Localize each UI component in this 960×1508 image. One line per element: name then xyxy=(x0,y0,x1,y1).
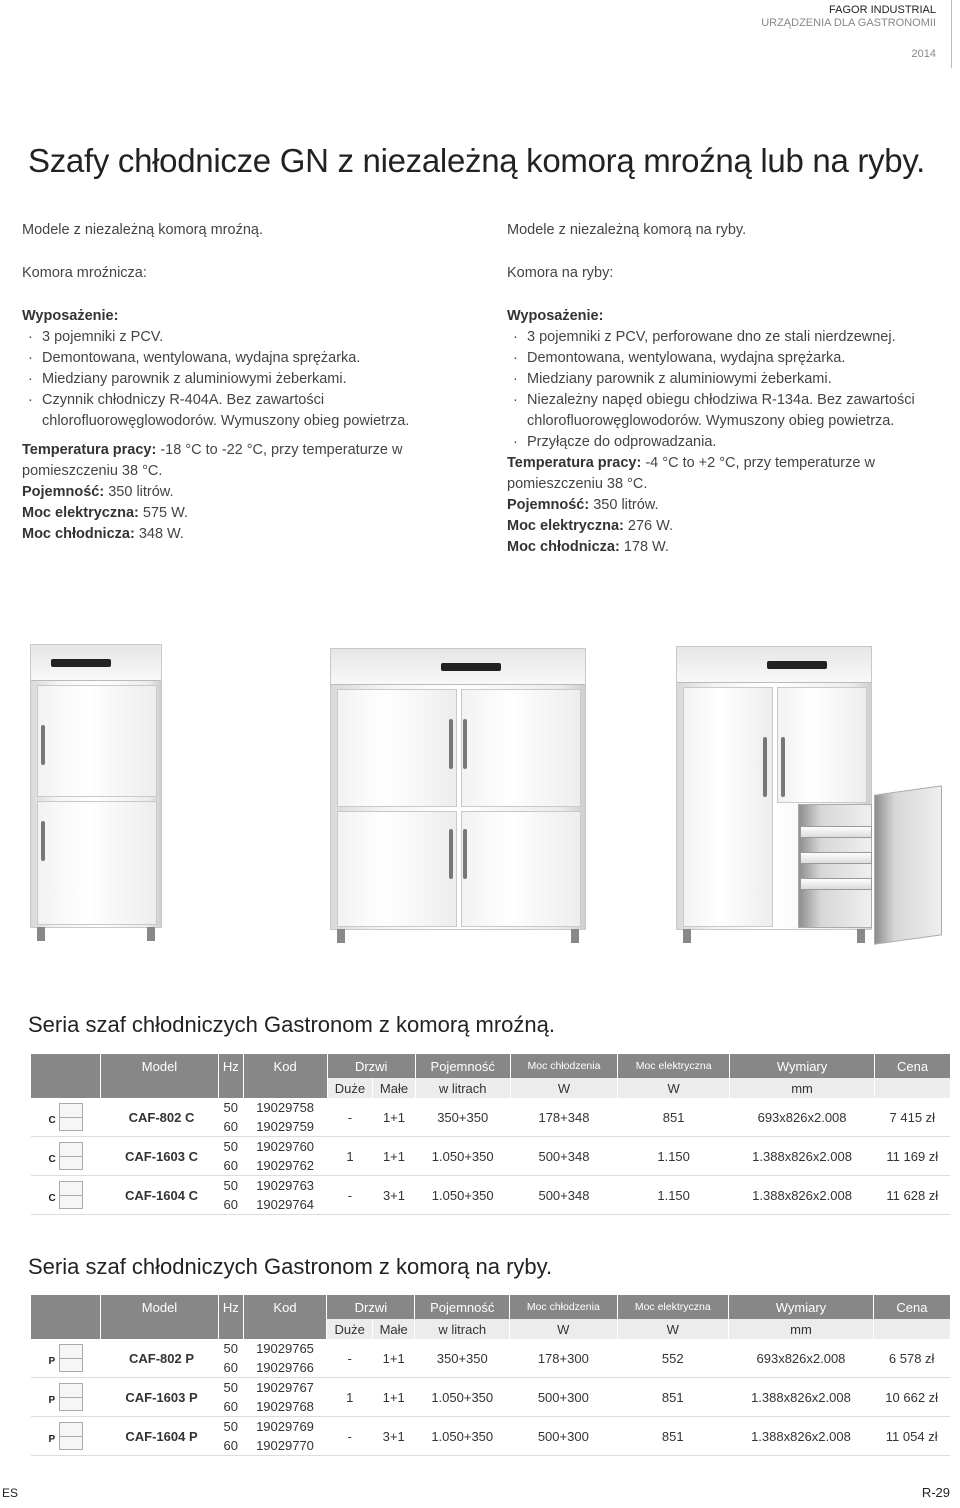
header-divider xyxy=(951,0,952,68)
table-row: C CAF-1603 C 50 60 19029760 19029762 1 1+1 1.050+350 500+348 1.150 1.388x826x2.008 11 169 zł xyxy=(31,1137,951,1176)
subhead-duze: Duże xyxy=(327,1078,373,1098)
model-diagram-icon: C xyxy=(43,1101,89,1133)
tray xyxy=(800,878,872,890)
subhead-w: W xyxy=(618,1078,730,1098)
model-line: Modele z niezależną komorą mroźną. xyxy=(22,222,263,238)
fish-chamber-description xyxy=(507,220,947,558)
col-moc-elektryczna: Moc elektryczna xyxy=(617,1295,729,1319)
col-model: Model xyxy=(101,1295,219,1319)
list-item: · Miedziany parownik z aluminiowymi żeberkami. xyxy=(513,371,832,387)
power-spec: Moc elektryczna: 276 W. xyxy=(507,518,674,534)
table-row: P CAF-802 P 50 60 19029765 19029766 - 1+1 350+350 178+300 552 693x826x2.008 6 578 zł xyxy=(31,1339,951,1378)
chamber-line: Komora na ryby: xyxy=(507,265,614,281)
product-photos xyxy=(0,630,960,950)
open-door-panel xyxy=(874,785,942,945)
col-moc-chlodzenia: Moc chłodzenia xyxy=(510,1054,618,1078)
list-item: · Niezależny napęd obiegu chłodziwa R-134a. Bez zawartości chlorofluorowęglowodorów. Wymuszony obieg powietrza. xyxy=(513,392,915,429)
equipment-heading: Wyposażenie: xyxy=(507,308,604,324)
table-row: C CAF-1604 C 50 60 19029763 19029764 - 3+1 1.050+350 500+348 1.150 1.388x826x2.008 11 628 zł xyxy=(31,1176,951,1215)
section-title-fish: Seria szaf chłodniczych Gastronom z komorą na ryby. xyxy=(28,1254,553,1279)
capacity-spec: Pojemność: 350 litrów. xyxy=(507,497,659,513)
model-line: Modele z niezależną komorą na ryby. xyxy=(507,222,747,238)
subhead-w: W xyxy=(617,1319,729,1339)
list-item: · Demontowana, wentylowana, wydajna sprężarka. xyxy=(28,350,361,366)
col-hz: Hz xyxy=(219,1054,244,1078)
fridge-image-2door xyxy=(30,644,162,928)
page-number: R-29 xyxy=(921,1485,950,1500)
model-diagram-icon: C xyxy=(43,1179,89,1211)
model-diagram-icon: P xyxy=(43,1342,89,1374)
temperature-spec: Temperatura pracy: -18 °C to -22 °C, przy temperaturze w pomieszczeniu 38 °C. xyxy=(22,442,403,479)
model-diagram-icon: P xyxy=(43,1420,89,1452)
model-diagram-icon: P xyxy=(43,1381,89,1413)
section-title-freezer: Seria szaf chłodniczych Gastronom z komorą mroźną. xyxy=(28,1012,555,1037)
col-kod: Kod xyxy=(243,1054,327,1078)
tray xyxy=(800,852,872,864)
col-kod: Kod xyxy=(243,1295,327,1319)
col-drzwi: Drzwi xyxy=(327,1054,415,1078)
subhead-duze: Duże xyxy=(327,1319,373,1339)
freezer-series-table xyxy=(30,1054,950,1215)
equipment-list xyxy=(507,327,947,453)
col-cena: Cena xyxy=(875,1054,950,1078)
brand-subtitle: URZĄDZENIA DLA GASTRONOMII xyxy=(761,17,936,29)
list-item: · Demontowana, wentylowana, wydajna sprężarka. xyxy=(513,350,846,366)
list-item: · Czynnik chłodniczy R-404A. Bez zawartości chlorofluorowęglowodorów. Wymuszony obieg powietrza. xyxy=(28,392,410,429)
col-pojemnosc: Pojemność xyxy=(415,1054,510,1078)
freezer-description xyxy=(22,220,462,545)
col-hz: Hz xyxy=(219,1295,244,1319)
fish-series-table xyxy=(30,1295,950,1456)
fridge-image-4door xyxy=(330,648,586,930)
temperature-spec: Temperatura pracy: -4 °C to +2 °C, przy temperaturze w pomieszczeniu 38 °C. xyxy=(507,455,875,492)
col-wymiary: Wymiary xyxy=(730,1054,875,1078)
language-code: ES xyxy=(2,1486,19,1500)
col-pojemnosc: Pojemność xyxy=(415,1295,510,1319)
page-title: Szafy chłodnicze GN z niezależną komorą mroźną lub na ryby. xyxy=(28,142,925,179)
cooling-spec: Moc chłodnicza: 348 W. xyxy=(22,526,184,542)
subhead-litres: w litrach xyxy=(415,1078,510,1098)
col-model: Model xyxy=(101,1054,219,1078)
list-item: · 3 pojemniki z PCV, perforowane dno ze stali nierdzewnej. xyxy=(513,329,896,345)
year-label: 2014 xyxy=(911,48,936,60)
equipment-list xyxy=(22,327,462,432)
brand-name: FAGOR INDUSTRIAL xyxy=(829,4,936,16)
cooling-spec: Moc chłodnicza: 178 W. xyxy=(507,539,669,555)
list-item: · Miedziany parownik z aluminiowymi żeberkami. xyxy=(28,371,347,387)
open-compartment xyxy=(798,804,872,928)
col-cena: Cena xyxy=(873,1295,950,1319)
subhead-male: Małe xyxy=(372,1319,414,1339)
col-wymiary: Wymiary xyxy=(729,1295,874,1319)
table-row: C CAF-802 C 50 60 19029758 19029759 - 1+1 350+350 178+348 851 693x826x2.008 7 415 zł xyxy=(31,1098,951,1137)
tray xyxy=(800,826,872,838)
model-diagram-icon: C xyxy=(43,1140,89,1172)
list-item: · Przyłącze do odprowadzania. xyxy=(513,434,717,450)
chamber-line: Komora mroźnicza: xyxy=(22,265,147,281)
list-item: · 3 pojemniki z PCV. xyxy=(28,329,164,345)
subhead-mm: mm xyxy=(729,1319,874,1339)
subhead-mm: mm xyxy=(730,1078,875,1098)
header-brand-block xyxy=(761,4,936,30)
subhead-w: W xyxy=(510,1078,618,1098)
power-spec: Moc elektryczna: 575 W. xyxy=(22,505,189,521)
col-moc-chlodzenia: Moc chłodzenia xyxy=(510,1295,617,1319)
equipment-heading: Wyposażenie: xyxy=(22,308,119,324)
col-moc-elektryczna: Moc elektryczna xyxy=(618,1054,730,1078)
table-row: P CAF-1603 P 50 60 19029767 19029768 1 1+1 1.050+350 500+300 851 1.388x826x2.008 10 662 zł xyxy=(31,1378,951,1417)
subhead-litres: w litrach xyxy=(415,1319,510,1339)
col-drzwi: Drzwi xyxy=(327,1295,415,1319)
subhead-male: Małe xyxy=(373,1078,415,1098)
capacity-spec: Pojemność: 350 litrów. xyxy=(22,484,174,500)
subhead-w: W xyxy=(510,1319,617,1339)
table-row: P CAF-1604 P 50 60 19029769 19029770 - 3+1 1.050+350 500+300 851 1.388x826x2.008 11 054 zł xyxy=(31,1417,951,1456)
